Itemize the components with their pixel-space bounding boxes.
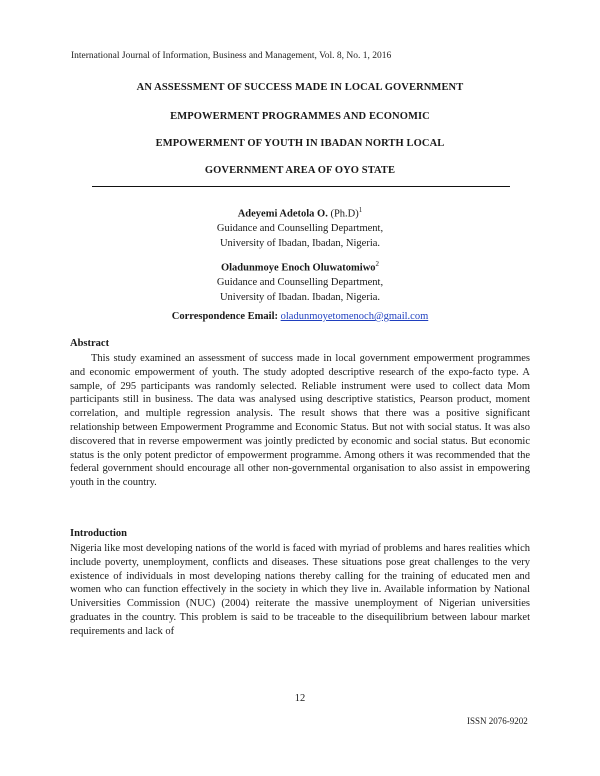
- author-department: Guidance and Counselling Department,: [216, 223, 384, 234]
- author-department: Guidance and Counselling Department,: [216, 277, 384, 288]
- author-block-1: [0, 203, 600, 251]
- introduction-text: Nigeria like most developing nations of the world is faced with myriad of problems and hares realities which include poverty, unemployment, conflicts and diseases. These situations pose great challenges to the very existence of individuals in most developing nations thereby calling for the training of educated men and women who can function effectively in the society in which they live in. Available information by National Universities Commission (NUC) (2004) reiterate the massive unemployment of Nigerian universities graduates in the country. This problem is said to be traceable to the disequilibrium between labour market requirements and lack of: [70, 543, 530, 637]
- title-line-3: EMPOWERMENT OF YOUTH IN IBADAN NORTH LOCAL: [155, 138, 445, 149]
- author-degree: (Ph.D): [327, 208, 359, 220]
- author-affiliation-marker: 2: [375, 260, 380, 268]
- journal-header: International Journal of Information, Business and Management, Vol. 8, No. 1, 2016: [71, 51, 392, 61]
- author-name-text: Oladunmoye Enoch Oluwatomiwo: [220, 262, 376, 274]
- author-block-2: [0, 257, 600, 305]
- author-affiliation-marker: 1: [358, 206, 363, 214]
- title-divider: [92, 186, 510, 187]
- page-number: 12: [294, 693, 306, 704]
- introduction-heading: Introduction: [70, 528, 127, 539]
- title-line-4: GOVERNMENT AREA OF OYO STATE: [204, 165, 396, 176]
- abstract-heading: Abstract: [70, 338, 110, 349]
- correspondence-line: [0, 311, 600, 322]
- author-name: [0, 257, 600, 276]
- author-university: University of Ibadan. Ibadan, Nigeria.: [219, 291, 381, 303]
- title-line-1: AN ASSESSMENT OF SUCCESS MADE IN LOCAL GOVERNMENT: [136, 82, 464, 93]
- correspondence-label: Correspondence Email:: [171, 311, 279, 322]
- correspondence-email-link[interactable]: oladunmoyetomenoch@gmail.com: [280, 311, 429, 322]
- abstract-text: This study examined an assessment of success made in local government empowerment programmes and economic empowerment of youth. The study adopted descriptive research of the expo-facto type. A sample, of 295 participants was randomly selected. Reliable instrument were used to collect data Mom participants still in business. The data was analysed using descriptive statistics, Pearson product, moment correlation, and multiple regression analysis. The result shows that there was a positive significant relationship between Empowerment Programme and Economic Status. But not with social status. It was also discovered that in reverse empowerment was jointly predicted by economic and social status. But economic status is the only potent predictor of empowerment programme. Among others it was recommended that the federal government should encourage all other non-governmental organisation to also assist in empowering youth in the country.: [70, 353, 530, 489]
- author-name: [0, 203, 600, 222]
- author-name-text: Adeyemi Adetola O.: [237, 208, 328, 220]
- title-line-2: EMPOWERMENT PROGRAMMES AND ECONOMIC: [170, 111, 430, 122]
- issn-label: ISSN 2076-9202: [467, 716, 528, 726]
- author-university: University of Ibadan, Ibadan, Nigeria.: [219, 237, 381, 249]
